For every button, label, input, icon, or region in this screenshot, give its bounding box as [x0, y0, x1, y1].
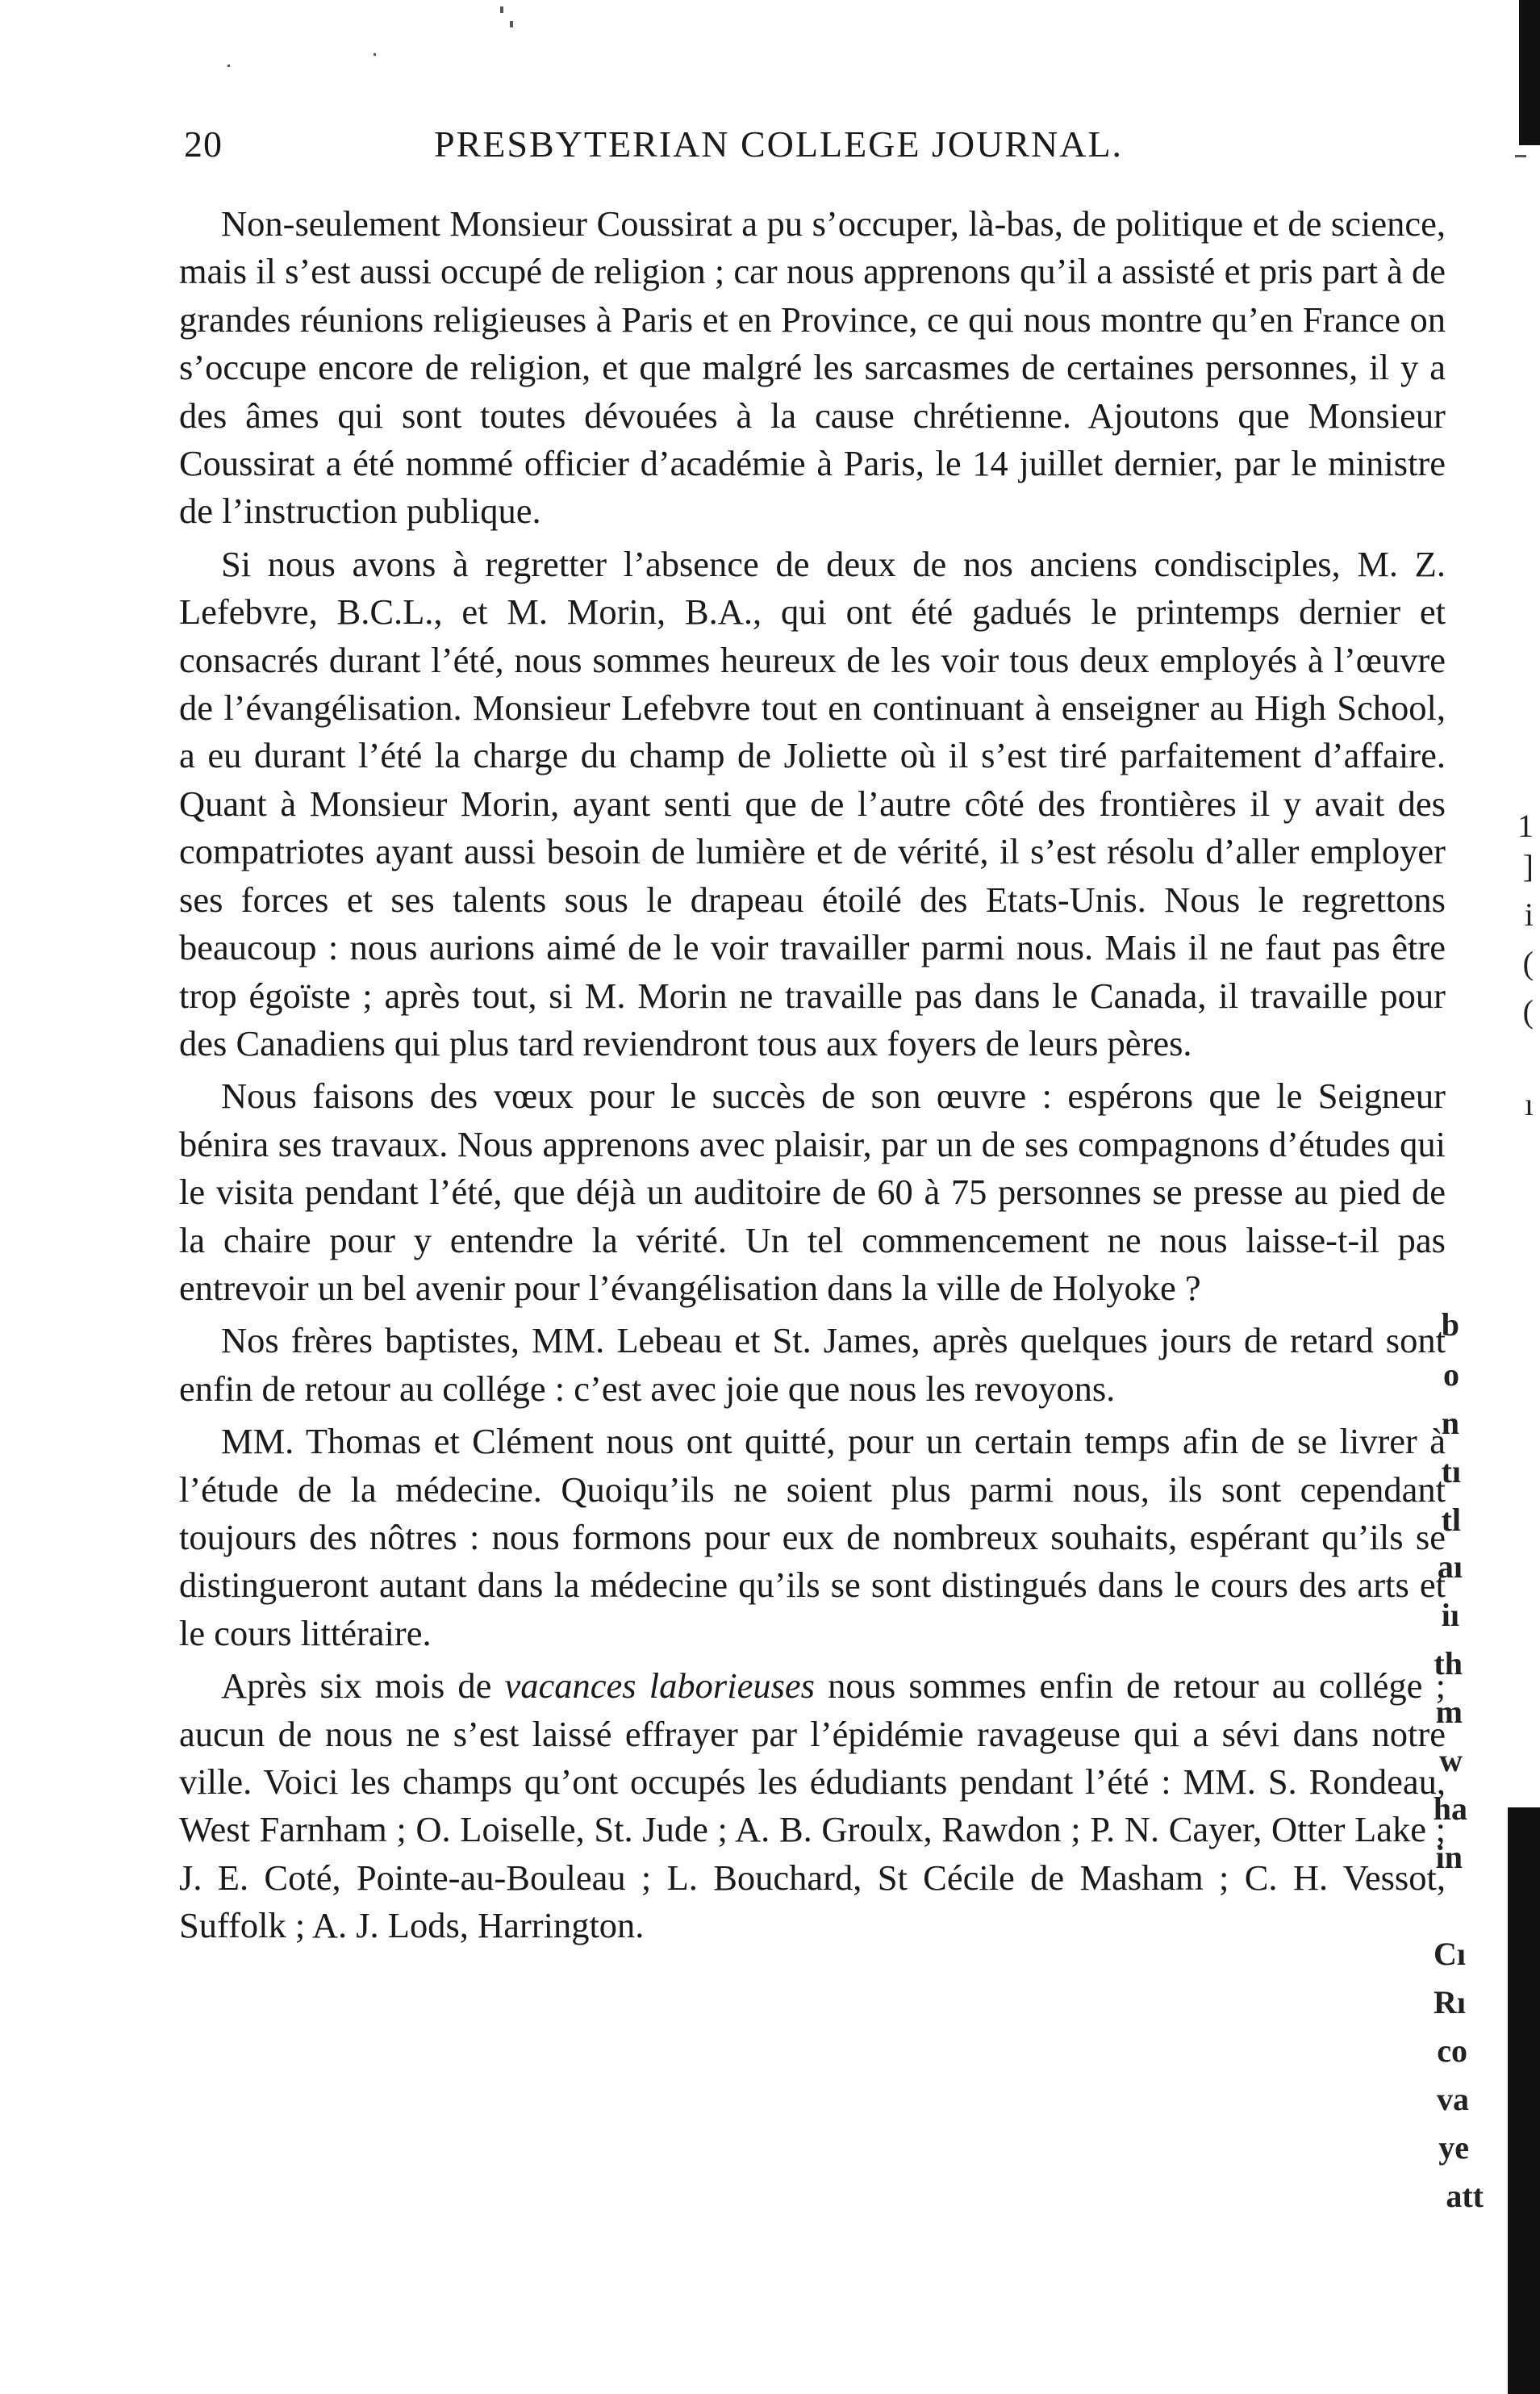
edge-fragment: ı: [1524, 1086, 1534, 1122]
edge-fragment: tl: [1441, 1502, 1461, 1538]
edge-fragment: Rı: [1434, 1984, 1466, 2020]
edge-fragment: 1: [1517, 808, 1534, 844]
body-text: [179, 200, 1446, 1955]
scan-speck: [374, 53, 376, 56]
champs-italic-phrase: vacances laborieuses: [504, 1665, 815, 1707]
edge-fragment: ha: [1433, 1790, 1467, 1827]
edge-fragment: iı: [1441, 1597, 1459, 1633]
running-title: PRESBYTERIAN COLLEGE JOURNAL.: [434, 123, 1124, 165]
champs-text-before: Après six mois de: [221, 1665, 505, 1707]
scan-speck: [510, 21, 513, 27]
edge-fragment: n: [1441, 1405, 1459, 1441]
edge-fragment: ]: [1522, 848, 1534, 884]
paragraph-coussirat: Non-seulement Monsieur Coussirat a pu s’occuper, là-bas, de politique et de science, mais il s’est aussi occupé de religion ; car nous apprenons qu’il a assisté et pris part à de grandes réunions religieuses à Paris et en Province, ce qui nous montre qu’en France on s’occupe encore de religion, et que malgré les sarcasmes de certaines personnes, il y a des âmes qui sont toutes dévouées à la cause chrétienne. Ajoutons que Monsieur Coussirat a été nommé officier d’académie à Paris, le 14 juillet dernier, par le ministre de l’instruction publique.: [179, 203, 1446, 532]
edge-fragment: (: [1522, 993, 1534, 1030]
adjacent-page-edge: [1419, 0, 1540, 2394]
paragraph-holyoke: Nous faisons des vœux pour le succès de son œuvre : espérons que le Seigneur bénira ses travaux. Nous apprenons avec plaisir, par un de ses compagnons d’études qui le visita pendant l’été, que déjà un auditoire de 60 à 75 personnes se presse au pied de la chaire pour y entendre la vérité. Un tel commencement ne nous laisse-t-il pas entrevoir un bel avenir pour l’évangélisation dans la ville de Holyoke ?: [179, 1076, 1446, 1308]
scan-edge-bar-top: [1519, 0, 1540, 145]
scan-edge-bar-bottom: [1508, 1807, 1540, 2394]
paragraph-baptistes: Nos frères baptistes, MM. Lebeau et St. James, après quelques jours de retard sont enfin de retour au collége : c’est avec joie que nous les revoyons.: [179, 1320, 1446, 1409]
edge-fragment: co: [1437, 2033, 1467, 2069]
paragraph-champs: [179, 1662, 1446, 1949]
edge-fragment: w: [1439, 1742, 1463, 1778]
edge-fragment: o: [1443, 1356, 1459, 1393]
edge-fragment: in: [1435, 1839, 1463, 1875]
edge-fragment: va: [1437, 2081, 1469, 2117]
edge-fragment: ye: [1438, 2129, 1469, 2166]
page-number: 20: [184, 123, 223, 165]
edge-fragment: att: [1446, 2178, 1484, 2214]
champs-text-after: nous sommes enfin de retour au collége ; aucun de nous ne s’est laissé effrayer par l’épidémie ravageuse qui a sévi dans notre ville. Voici les champs qu’ont occupés les édudiants pendant l’été : MM. S. Rondeau, West Farnham ; O. Loiselle, St. Jude ; A. B. Groulx, Rawdon ; P. N. Cayer, Otter Lake ; J. E. Coté, Pointe-au-Bouleau ; L. Bouchard, St Cécile de Masham ; C. H. Vessot, Suffolk ; A. J. Lods, Harrington.: [179, 1665, 1446, 1946]
paragraph-medecine: MM. Thomas et Clément nous ont quitté, pour un certain temps afin de se livrer à l’étude de la médecine. Quoiqu’ils ne soient plus parmi nous, ils sont cependant toujours des nôtres : nous formons pour eux de nombreux souhaits, espérant qu’ils se distingueront autant dans la médecine qu’ils se sont distingués dans le cours des arts et le cours littéraire.: [179, 1421, 1446, 1653]
paragraph-condisciples: Si nous avons à regretter l’absence de deux de nos anciens condisciples, M. Z. Lefebvre, B.C.L., et M. Morin, B.A., qui ont été gadués le printemps dernier et consacrés durant l’été, nous sommes heureux de les voir tous deux employés à l’œuvre de l’évangélisation. Monsieur Lefebvre tout en continuant à enseigner au High School, a eu durant l’été la charge du champ de Joliette où il s’est tiré parfaitement d’affaire. Quant à Monsieur Morin, ayant senti que de l’autre côté des frontières il y avait des compatriotes ayant aussi besoin de lumière et de vérité, il s’est résolu d’aller employer ses forces et ses talents sous le drapeau étoilé des Etats-Unis. Nous le regrettons beaucoup : nous aurions aimé de le voir travailler parmi nous. Mais il ne faut pas être trop égoïste ; après tout, si M. Morin ne travaille pas dans le Canada, il travaille pour des Canadiens qui plus tard reviendront tous aux foyers de leurs pères.: [179, 543, 1446, 1063]
edge-fragment: tı: [1441, 1453, 1461, 1489]
edge-fragment: (: [1522, 945, 1534, 981]
scan-speck: [227, 65, 230, 67]
edge-fragment: th: [1434, 1645, 1463, 1682]
edge-fragment: m: [1435, 1694, 1463, 1730]
page-header: [184, 123, 1233, 179]
edge-fragment: i: [1524, 896, 1534, 933]
edge-fragment: b: [1441, 1306, 1459, 1343]
edge-fragment: aı: [1437, 1548, 1463, 1585]
scan-speck: [500, 6, 503, 13]
edge-fragment: Cı: [1434, 1936, 1466, 1972]
scan-speck: [1515, 155, 1526, 157]
